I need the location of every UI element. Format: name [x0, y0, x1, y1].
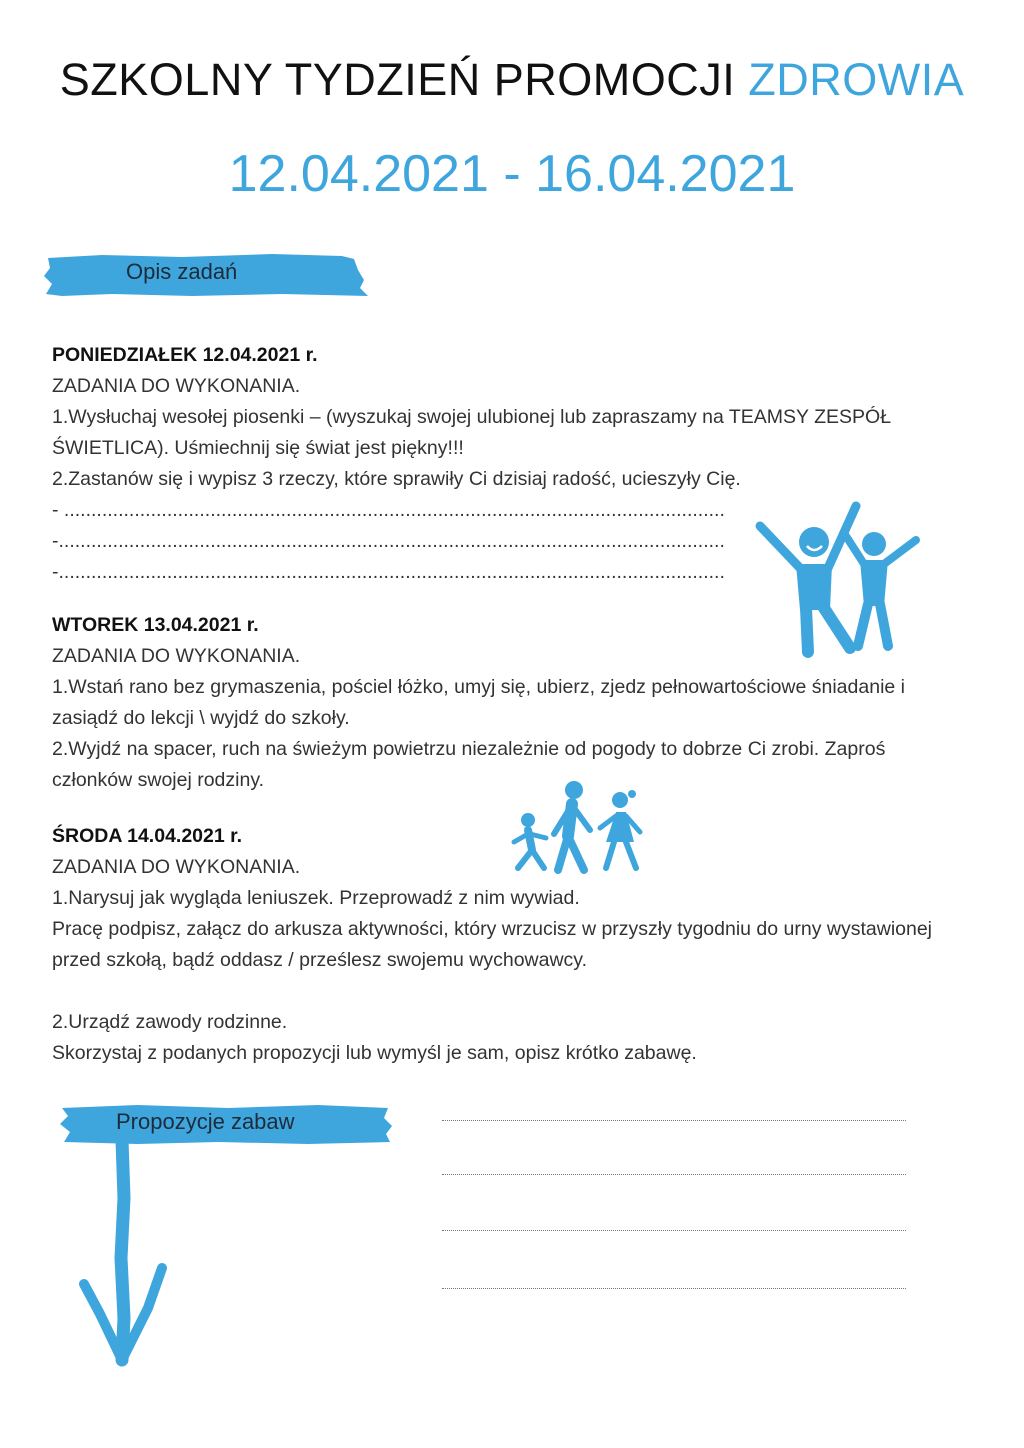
down-arrow-icon: [78, 1138, 168, 1368]
wednesday-task-1: 1.Narysuj jak wygląda leniuszek. Przeprowadź z nim wywiad.: [52, 887, 580, 909]
tasks-description-text: Opis zadań: [126, 259, 238, 284]
tasks-description-label: [42, 250, 372, 300]
answer-line-3: -...........................................................................................................................: [52, 561, 725, 583]
title-accent: ZDROWIA: [748, 54, 965, 105]
monday-task-1: 1.Wysłuchaj wesołej piosenki – (wyszukaj swojej ulubionej lub zapraszamy na TEAMSY ZESPÓŁ ŚWIETLICA). Uśmiechnij się świat jest piękny!!!: [52, 406, 892, 459]
wednesday-section: [52, 821, 952, 1069]
date-range: 12.04.2021 - 16.04.2021: [228, 145, 796, 203]
wednesday-task-1-more: Pracę podpisz, załącz do arkusza aktywności, który wrzucisz w przyszły tygodniu do urny wystawionej przed szkołą, bądź oddasz / prześlesz swojemu wychowawcy.: [52, 918, 933, 971]
two-jumping-children-icon: [752, 498, 924, 658]
wednesday-subheading: ZADANIA DO WYKONANIA.: [52, 856, 301, 878]
game-proposals-text: Propozycje zabaw: [116, 1109, 295, 1134]
monday-subheading: ZADANIA DO WYKONANIA.: [52, 375, 301, 397]
title-main: SZKOLNY TYDZIEŃ PROMOCJI: [59, 54, 749, 105]
tuesday-subheading: ZADANIA DO WYKONANIA.: [52, 645, 301, 667]
proposal-line-4: [442, 1288, 906, 1289]
wednesday-task-2-more: Skorzystaj z podanych propozycji lub wymyśl je sam, opisz krótko zabawę.: [52, 1042, 697, 1064]
proposal-line-3: [442, 1230, 906, 1231]
tasks-content: [52, 340, 952, 1069]
answer-line-2: -...........................................................................................................................: [52, 530, 725, 552]
wednesday-heading: ŚRODA 14.04.2021 r.: [52, 825, 243, 847]
proposal-line-1: [442, 1120, 906, 1121]
answer-line-1: - ..........................................................................................................................: [52, 499, 725, 521]
page-title: [0, 54, 1024, 106]
tuesday-heading: WTOREK 13.04.2021 r.: [52, 614, 259, 636]
family-walking-icon: [506, 778, 654, 878]
tuesday-task-2: 2.Wyjdź na spacer, ruch na świeżym powietrzu niezależnie od pogody to dobrze Ci zrobi. Zaproś członków swojej rodziny.: [52, 738, 886, 791]
monday-task-2: 2.Zastanów się i wypisz 3 rzeczy, które sprawiły Ci dzisiaj radość, ucieszyły Cię.: [52, 468, 741, 490]
wednesday-task-2: 2.Urządź zawody rodzinne.: [52, 1011, 288, 1033]
tuesday-task-1: 1.Wstań rano bez grymaszenia, pościel łóżko, umyj się, ubierz, zjedz pełnowartościowe śniadanie i zasiądź do lekcji \ wyjdź do szkoły.: [52, 676, 905, 729]
proposal-line-2: [442, 1174, 906, 1175]
monday-heading: PONIEDZIAŁEK 12.04.2021 r.: [52, 344, 318, 366]
